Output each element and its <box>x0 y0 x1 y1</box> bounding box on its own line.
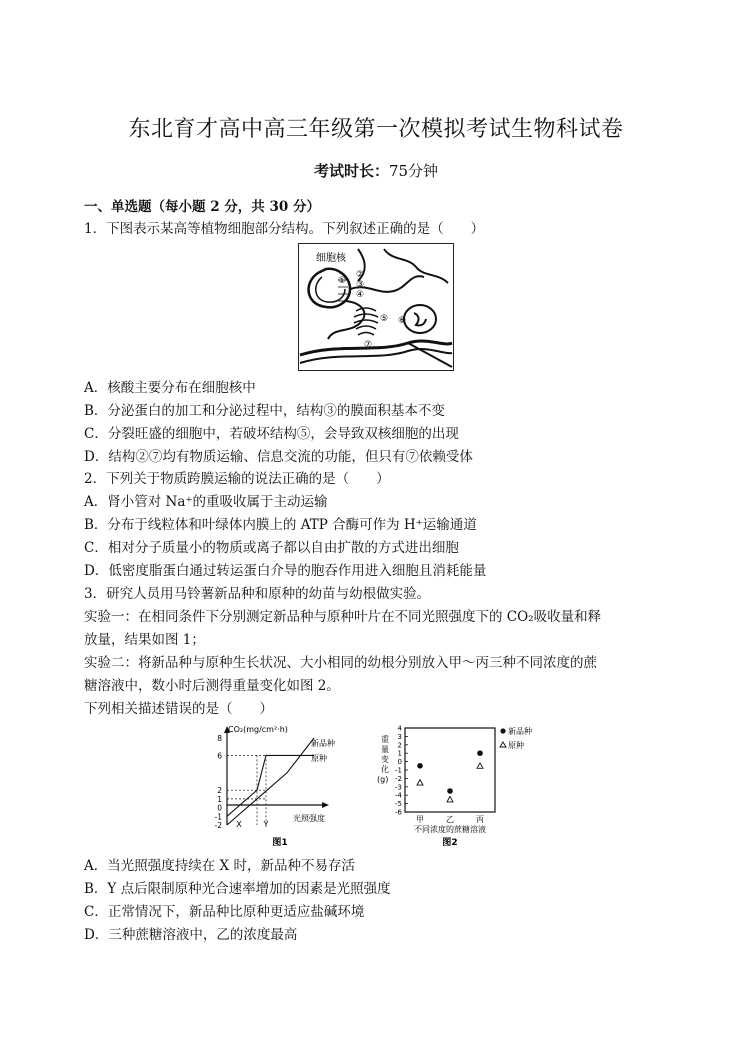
q1-option-c: C．分裂旺盛的细胞中，若破坏结构⑤，会导致双核细胞的出现 <box>84 426 459 442</box>
chart1-xtick-x: X <box>236 820 242 829</box>
chart1-ylabel: CO₂(mg/cm²·h) <box>228 725 288 734</box>
chart-figure-1 <box>205 720 355 850</box>
chart-figure-2 <box>373 722 553 852</box>
q3-experiment-2-line-2: 糖溶液中，数小时后测得重量变化如图 2。 <box>84 678 340 694</box>
question-2-stem: 2．下列关于物质跨膜运输的说法正确的是（ ） <box>84 471 390 487</box>
nucleus-label: 细胞核 <box>316 253 346 264</box>
chart1-legend-new: 新品种 <box>311 739 335 748</box>
q1-option-a: A．核酸主要分布在细胞核中 <box>84 380 256 396</box>
q2-option-b: B．分布于线粒体和叶绿体内膜上的 ATP 合酶可作为 H⁺运输通道 <box>84 517 477 533</box>
chart2-legend-orig: 原种 <box>508 741 524 750</box>
chart2-category: 甲 <box>416 815 424 824</box>
marker-2: ② <box>356 270 365 280</box>
chart2-point-orig <box>477 763 483 769</box>
marker-3: ③ <box>356 280 365 290</box>
chart1-ytick: -2 <box>214 821 222 830</box>
chart2-category: 乙 <box>446 815 454 824</box>
chart1-series-0 <box>227 738 314 825</box>
marker-4: ④ <box>356 290 365 300</box>
chart1-legend-orig: 原种 <box>311 754 327 763</box>
chart2-ytick: -5 <box>395 800 402 809</box>
exam-duration <box>0 160 752 181</box>
chart1-ytick: 2 <box>217 786 222 796</box>
chart2-legend-dot <box>500 728 505 733</box>
section-heading: 一、单选题（每小题 2 分，共 30 分） <box>84 199 320 215</box>
question-1-stem: 1．下图表示某高等植物细胞部分结构。下列叙述正确的是（ ） <box>84 221 485 237</box>
q3-ask: 下列相关描述错误的是（ ） <box>84 701 273 717</box>
chart2-ytick: 4 <box>397 724 402 733</box>
q2-option-c: C．相对分子质量小的物质或离子都以自由扩散的方式进出细胞 <box>84 540 459 556</box>
q2-option-a: A．肾小管对 Na⁺的重吸收属于主动运输 <box>84 494 328 510</box>
chart2-ytick: 3 <box>397 732 402 741</box>
chart2-ytick: -6 <box>395 808 402 817</box>
chart2-point-orig <box>417 780 423 786</box>
q1-option-d: D．结构②⑦均有物质运输、信息交流的功能，但只有⑦依赖受体 <box>84 449 473 465</box>
q3-option-c: C．正常情况下，新品种比原种更适应盐碱环境 <box>84 904 365 920</box>
chart2-legend-new: 新品种 <box>508 727 532 736</box>
duration-label: 考试时长： <box>313 162 389 180</box>
chart1-ytick: 1 <box>217 794 222 804</box>
q3-experiment-1-line-1: 实验一：在相同条件下分别测定新品种与原种叶片在不同光照强度下的 CO₂吸收量和释 <box>84 609 602 625</box>
marker-1: ① <box>338 276 347 286</box>
chart2-ytick: 0 <box>397 758 402 767</box>
chart2-title: 图2 <box>442 838 458 848</box>
marker-6: ⑥ <box>398 316 407 326</box>
question-3-stem: 3．研究人员用马铃薯新品种和原种的幼苗与幼根做实验。 <box>84 586 431 602</box>
chart2-xlabel: 不同浓度的蔗糖溶液 <box>414 825 486 834</box>
chart2-ytick: -1 <box>395 766 402 775</box>
chart2-point-new <box>447 788 453 794</box>
chart1-series-1 <box>227 755 314 816</box>
chart2-point-new <box>477 750 483 756</box>
page-title: 东北育才高中高三年级第一次模拟考试生物科试卷 <box>128 117 624 142</box>
q3-option-d: D．三种蔗糖溶液中，乙的浓度最高 <box>84 927 298 943</box>
chart1-ytick: -1 <box>214 812 222 822</box>
chart1-title: 图1 <box>272 838 288 848</box>
marker-7: ⑦ <box>364 340 373 350</box>
chart2-legend-triangle <box>500 742 506 747</box>
chart2-point-orig <box>447 796 453 802</box>
duration-value: 75分钟 <box>388 162 439 180</box>
q3-option-a: A．当光照强度持续在 X 时，新品种不易存活 <box>84 858 355 874</box>
chart2-ytick: -4 <box>395 791 402 800</box>
chart2-frame <box>405 728 495 812</box>
chart2-ytick: -3 <box>395 783 402 792</box>
q2-option-d: D．低密度脂蛋白通过转运蛋白介导的胞吞作用进入细胞且消耗能量 <box>84 563 487 579</box>
chart1-ytick: 8 <box>217 734 222 743</box>
chart2-ytick: 1 <box>397 749 402 758</box>
chart2-point-new <box>417 763 423 769</box>
q3-option-b: B．Y 点后限制原种光合速率增加的因素是光照强度 <box>84 881 391 897</box>
chart2-category: 丙 <box>476 815 484 824</box>
marker-5: ⑤ <box>380 314 389 324</box>
q3-experiment-2-line-1: 实验二：将新品种与原种生长状况、大小相同的幼根分别放入甲～丙三种不同浓度的蔗 <box>84 655 597 671</box>
chart2-ytick: -2 <box>395 774 402 783</box>
q3-experiment-1-line-2: 放量，结果如图 1； <box>84 632 205 648</box>
chart1-ytick: 6 <box>217 751 222 761</box>
q1-option-b: B．分泌蛋白的加工和分泌过程中，结构③的膜面积基本不变 <box>84 403 445 419</box>
chart1-xlabel: 光照强度 <box>293 814 325 823</box>
chart1-xtick-y: Y <box>263 820 269 829</box>
chart2-ytick: 2 <box>397 741 402 750</box>
cell-structure-figure <box>298 243 454 371</box>
chart1-ytick: 0 <box>217 803 222 813</box>
chart2-ylabel: 重量变化(g) <box>377 735 389 784</box>
